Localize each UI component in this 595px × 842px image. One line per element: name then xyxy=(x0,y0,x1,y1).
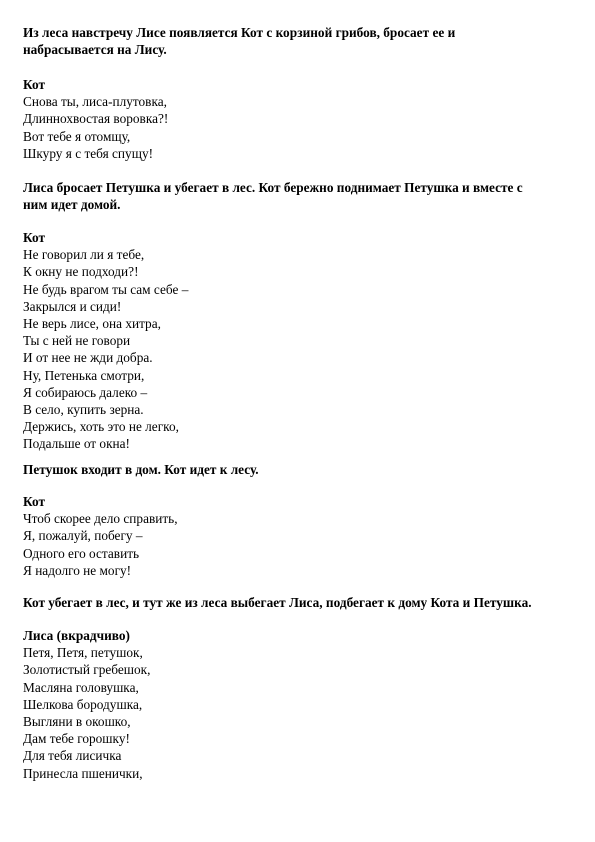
verse-line: Не будь врагом ты сам себе – xyxy=(23,281,189,297)
verse-line: Ну, Петенька смотри, xyxy=(23,367,145,383)
verse-line: И от нее не жди добра. xyxy=(23,350,153,366)
verse-line: К окну не подходи?! xyxy=(23,264,139,280)
stage-line: ним идет домой. xyxy=(23,197,121,213)
stage-line: Лиса бросает Петушка и убегает в лес. Кот бережно поднимает Петушка и вместе с xyxy=(23,180,523,195)
verse-line: Снова ты, лиса-плутовка, xyxy=(23,94,167,110)
verse-line: Не говорил ли я тебе, xyxy=(23,247,145,263)
speech-block-1 xyxy=(23,76,578,162)
stage-direction-1 xyxy=(23,24,578,58)
verse-line: Выгляни в окошко, xyxy=(23,714,131,730)
verse-line: Длиннохвостая воровка?! xyxy=(23,111,169,127)
verse-line: Дам тебе горошку! xyxy=(23,731,130,747)
speech-block-2 xyxy=(23,229,578,453)
speaker-name: Лиса (вкрадчиво) xyxy=(23,628,130,643)
speech-block-4 xyxy=(23,627,578,782)
speaker-name: Кот xyxy=(23,230,45,245)
stage-direction-2 xyxy=(23,179,578,213)
stage-line: набрасывается на Лису. xyxy=(23,42,167,58)
verse-line: Держись, хоть это не легко, xyxy=(23,419,179,435)
verse-line: Я собираюсь далеко – xyxy=(23,384,148,400)
speech-block-3 xyxy=(23,493,578,579)
stage-line: Из леса навстречу Лисе появляется Кот с корзиной грибов, бросает ее и xyxy=(23,25,456,40)
verse-line: Шкуру я с тебя спущу! xyxy=(23,145,154,161)
verse-line: Петя, Петя, петушок, xyxy=(23,645,143,661)
verse-line: Чтоб скорее дело справить, xyxy=(23,511,178,527)
verse-line: Я надолго не могу! xyxy=(23,562,132,578)
verse-line: Для тебя лисичка xyxy=(23,748,122,764)
stage-line: Кот убегает в лес, и тут же из леса выбегает Лиса, подбегает к дому Кота и Петушка. xyxy=(23,595,532,610)
verse-line: Вот тебе я отомщу, xyxy=(23,128,131,144)
verse-line: Я, пожалуй, побегу – xyxy=(23,528,143,544)
verse-line: В село, купить зерна. xyxy=(23,402,144,418)
stage-direction-3 xyxy=(23,461,578,478)
speaker-name: Кот xyxy=(23,494,45,509)
verse-line: Закрылся и сиди! xyxy=(23,298,122,314)
stage-line: Петушок входит в дом. Кот идет к лесу. xyxy=(23,462,259,477)
verse-line: Одного его оставить xyxy=(23,545,140,561)
verse-line: Золотистый гребешок, xyxy=(23,662,151,678)
stage-direction-4 xyxy=(23,594,578,611)
speaker-name: Кот xyxy=(23,77,45,92)
verse-line: Шелкова бородушка, xyxy=(23,696,143,712)
verse-line: Подальше от окна! xyxy=(23,436,130,452)
verse-line: Принесла пшенички, xyxy=(23,765,143,781)
verse-line: Ты с ней не говори xyxy=(23,333,131,349)
verse-line: Не верь лисе, она хитра, xyxy=(23,316,161,332)
verse-line: Масляна головушка, xyxy=(23,679,139,695)
